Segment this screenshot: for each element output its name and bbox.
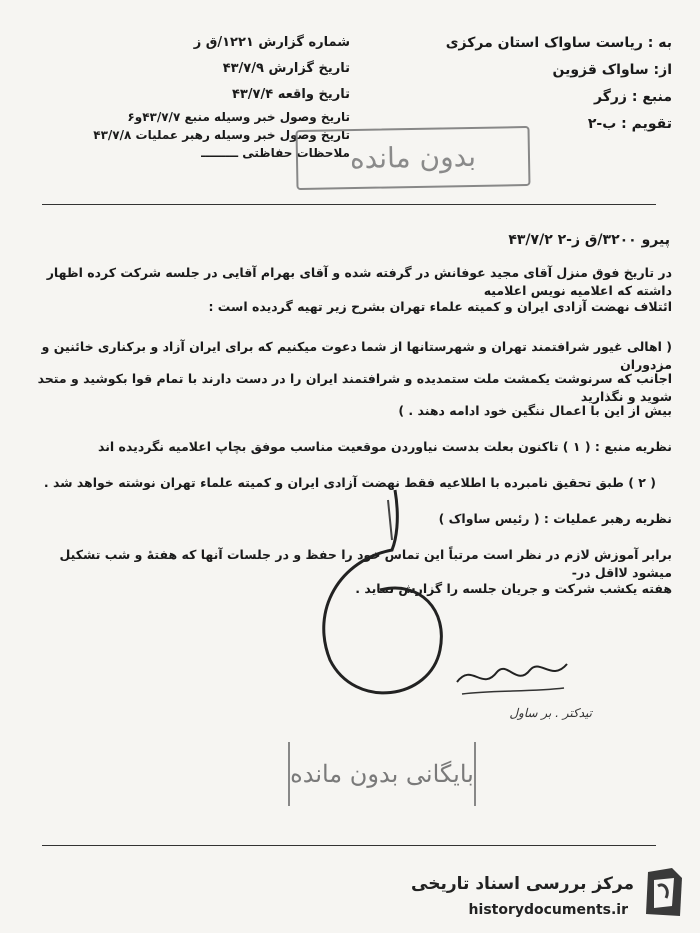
- paragraph-3: ( اهالی غیور شرافتمند تهران و شهرستانها از شما دعوت میکنیم که برای ایران آزاد و برکناری خائنین و مزدوران: [41, 339, 672, 372]
- receipt-by-source: تاریخ وصول خبر وسیله منبع ۴۳/۷/۷و۶: [127, 110, 350, 124]
- header-to: به : ریاست ساواک استان مرکزی: [445, 35, 672, 51]
- archive-url: historydocuments.ir: [468, 902, 628, 918]
- header-addressing: [352, 30, 672, 138]
- signature-icon: [452, 652, 572, 702]
- protection-notes: ملاحظات حفاظتی ـــــــــ: [201, 146, 350, 160]
- archive-name: مرکز بررسی اسناد تاریخی: [411, 874, 634, 894]
- archive-stamp-top: بدون مانده: [295, 126, 530, 190]
- paragraph-5: بیش از این با اعمال ننگین خود ادامه دهند . ): [398, 403, 672, 418]
- archive-stamp-bottom: بایگانی بدون مانده: [288, 742, 476, 806]
- header-source: منبع : زرگر: [594, 89, 672, 105]
- paragraph-4: اجانب که سرنوشت یکمشت ملت ستمدیده و شرافتمند ایران را در دست دارند با تمام قوا بکوشید و متحد شوید و نگذارید: [37, 371, 672, 404]
- handler-opinion: نظریه رهبر عملیات : ( رئیس ساواک ): [438, 511, 672, 526]
- signature-note: تیدکتر . بر ساول: [509, 706, 592, 720]
- receipt-by-handler: تاریخ وصول خبر وسیله رهبر عملیات ۴۳/۷/۸: [93, 128, 350, 142]
- instruction-2: هفته یکشب شرکت و جریان جلسه را گزارش نماید .: [355, 581, 672, 596]
- header-grade: تقویم : ب-۲: [587, 116, 672, 132]
- handwritten-mark-icon: [300, 480, 450, 720]
- instruction-1: برابر آموزش لازم در نظر است مرتباً این تماس خود را حفظ و در جلسات آنها که هفتهٔ و شب تشکیل میشود لااقل در-: [59, 547, 672, 580]
- paragraph-1: در تاریخ فوق منزل آقای مجید عوفانش در گرفته شده و آقای بهرام آقایی در جلسه شرکت کرده اظهار داشته که اعلامیه نویس اعلامیه: [46, 265, 672, 298]
- source-opinion-2: ( ۲ ) طبق تحقیق نامبرده با اطلاعیه فقط نهضت آزادی ایران و کمیته علماء تهران نوشته خواهد شد .: [43, 475, 656, 490]
- divider-bottom: [42, 845, 656, 846]
- archive-logo-icon: [642, 866, 686, 920]
- reference-number: پیرو ۳۲۰۰/ق ز-۲ ۴۳/۷/۲: [508, 232, 670, 248]
- report-date: تاریخ گزارش ۴۳/۷/۹: [222, 61, 350, 76]
- divider-top: [42, 204, 656, 205]
- event-date: تاریخ واقعه ۴۳/۷/۴: [231, 87, 350, 102]
- source-opinion-1: نظریه منبع : ( ۱ ) تاکنون بعلت بدست نیاوردن موقعیت مناسب موفق بچاپ اعلامیه نگردیده اند: [97, 439, 672, 454]
- report-number: شماره گزارش ۱۲۲۱/ق ز: [193, 35, 350, 50]
- paragraph-2: ائتلاف نهضت آزادی ایران و کمیته علماء تهران بشرح زیر تهیه گردیده است :: [208, 299, 672, 314]
- header-from: از: ساواک قزوین: [552, 62, 672, 78]
